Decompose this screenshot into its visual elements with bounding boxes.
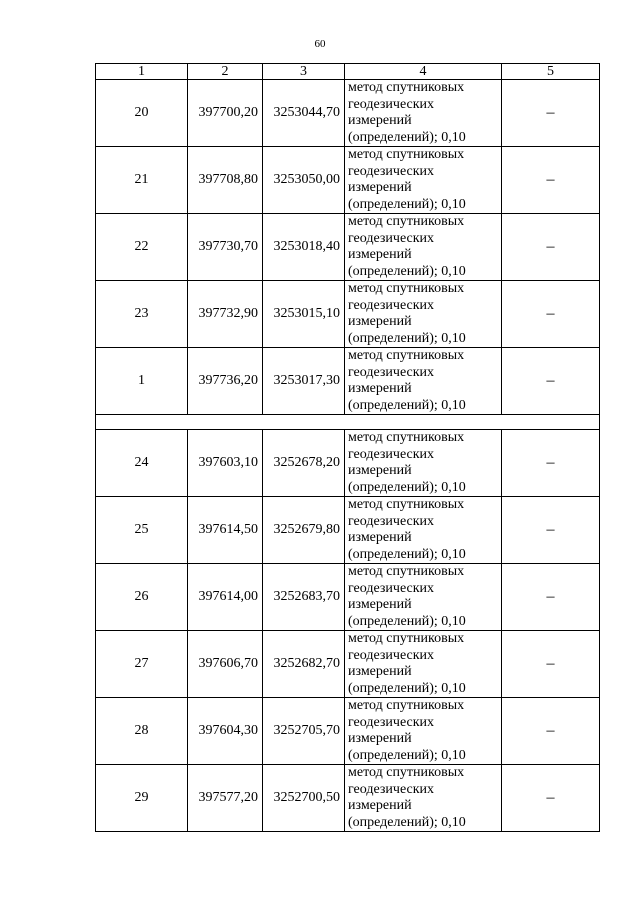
method-line: метод спутниковых: [348, 348, 465, 363]
point-number: 21: [96, 147, 188, 214]
note-cell: –: [502, 698, 600, 765]
y-coordinate: 3252700,50: [263, 765, 345, 832]
table-row: [96, 631, 600, 698]
column-header-5: 5: [502, 64, 600, 80]
y-coordinate: 3253015,10: [263, 281, 345, 348]
note-cell: –: [502, 348, 600, 415]
method-cell: [345, 631, 502, 698]
method-line: измерений: [348, 664, 412, 679]
method-line: (определений); 0,10: [348, 196, 466, 212]
coordinates-table: [95, 63, 600, 832]
method-line: (определений); 0,10: [348, 479, 466, 495]
note-cell: –: [502, 430, 600, 497]
method-line: измерений: [348, 113, 412, 128]
point-number: 22: [96, 214, 188, 281]
note-cell: –: [502, 497, 600, 564]
method-cell: [345, 80, 502, 147]
x-coordinate: 397606,70: [188, 631, 263, 698]
table-header-row: [96, 64, 600, 80]
method-line: (определений); 0,10: [348, 397, 466, 413]
y-coordinate: 3252678,20: [263, 430, 345, 497]
y-coordinate: 3253044,70: [263, 80, 345, 147]
note-cell: –: [502, 147, 600, 214]
y-coordinate: 3253017,30: [263, 348, 345, 415]
method-line: метод спутниковых: [348, 497, 465, 512]
column-header-3: 3: [263, 64, 345, 80]
method-line: (определений); 0,10: [348, 613, 466, 629]
method-line: метод спутниковых: [348, 564, 465, 579]
point-number: 1: [96, 348, 188, 415]
column-header-2: 2: [188, 64, 263, 80]
x-coordinate: 397577,20: [188, 765, 263, 832]
method-line: геодезических: [348, 163, 435, 179]
method-line: метод спутниковых: [348, 631, 465, 646]
method-line: измерений: [348, 530, 412, 545]
y-coordinate: 3253018,40: [263, 214, 345, 281]
x-coordinate: 397730,70: [188, 214, 263, 281]
method-line: (определений); 0,10: [348, 747, 466, 763]
method-line: геодезических: [348, 364, 435, 380]
column-header-4: 4: [345, 64, 502, 80]
method-cell: [345, 497, 502, 564]
method-line: метод спутниковых: [348, 430, 465, 445]
column-header-1: 1: [96, 64, 188, 80]
table-row: [96, 214, 600, 281]
y-coordinate: 3253050,00: [263, 147, 345, 214]
method-line: геодезических: [348, 781, 435, 797]
note-cell: –: [502, 765, 600, 832]
method-line: измерений: [348, 798, 412, 813]
table-row: [96, 430, 600, 497]
point-number: 23: [96, 281, 188, 348]
point-number: 28: [96, 698, 188, 765]
method-line: геодезических: [348, 513, 435, 529]
method-line: (определений); 0,10: [348, 263, 466, 279]
x-coordinate: 397708,80: [188, 147, 263, 214]
point-number: 25: [96, 497, 188, 564]
x-coordinate: 397700,20: [188, 80, 263, 147]
table-body: [96, 80, 600, 832]
table-row: [96, 497, 600, 564]
table-row: [96, 564, 600, 631]
method-line: геодезических: [348, 297, 435, 313]
method-line: геодезических: [348, 446, 435, 462]
method-line: (определений); 0,10: [348, 814, 466, 830]
x-coordinate: 397603,10: [188, 430, 263, 497]
point-number: 26: [96, 564, 188, 631]
table-row: [96, 147, 600, 214]
note-cell: –: [502, 80, 600, 147]
method-line: (определений); 0,10: [348, 680, 466, 696]
x-coordinate: 397614,00: [188, 564, 263, 631]
section-divider-cell: [96, 415, 600, 430]
method-line: (определений); 0,10: [348, 546, 466, 562]
method-line: измерений: [348, 314, 412, 329]
method-line: (определений); 0,10: [348, 330, 466, 346]
method-line: геодезических: [348, 230, 435, 246]
x-coordinate: 397732,90: [188, 281, 263, 348]
method-line: геодезических: [348, 580, 435, 596]
y-coordinate: 3252683,70: [263, 564, 345, 631]
point-number: 29: [96, 765, 188, 832]
method-cell: [345, 564, 502, 631]
method-line: измерений: [348, 247, 412, 262]
method-line: измерений: [348, 463, 412, 478]
x-coordinate: 397736,20: [188, 348, 263, 415]
page-number: 60: [314, 38, 326, 50]
method-line: (определений); 0,10: [348, 129, 466, 145]
method-line: геодезических: [348, 647, 435, 663]
method-line: метод спутниковых: [348, 214, 465, 229]
section-divider-row: [96, 415, 600, 430]
method-cell: [345, 765, 502, 832]
method-line: измерений: [348, 731, 412, 746]
table-row: [96, 348, 600, 415]
method-line: метод спутниковых: [348, 80, 465, 95]
note-cell: –: [502, 564, 600, 631]
method-line: геодезических: [348, 714, 435, 730]
note-cell: –: [502, 631, 600, 698]
method-cell: [345, 214, 502, 281]
method-cell: [345, 698, 502, 765]
table-row: [96, 765, 600, 832]
y-coordinate: 3252705,70: [263, 698, 345, 765]
method-cell: [345, 430, 502, 497]
note-cell: –: [502, 214, 600, 281]
x-coordinate: 397604,30: [188, 698, 263, 765]
table-row: [96, 698, 600, 765]
method-cell: [345, 147, 502, 214]
x-coordinate: 397614,50: [188, 497, 263, 564]
table-row: [96, 281, 600, 348]
method-line: метод спутниковых: [348, 281, 465, 296]
point-number: 24: [96, 430, 188, 497]
note-cell: –: [502, 281, 600, 348]
point-number: 27: [96, 631, 188, 698]
method-line: измерений: [348, 381, 412, 396]
y-coordinate: 3252679,80: [263, 497, 345, 564]
y-coordinate: 3252682,70: [263, 631, 345, 698]
method-line: метод спутниковых: [348, 147, 465, 162]
method-cell: [345, 348, 502, 415]
method-cell: [345, 281, 502, 348]
method-line: метод спутниковых: [348, 765, 465, 780]
method-line: измерений: [348, 180, 412, 195]
table-row: [96, 80, 600, 147]
method-line: измерений: [348, 597, 412, 612]
point-number: 20: [96, 80, 188, 147]
method-line: метод спутниковых: [348, 698, 465, 713]
method-line: геодезических: [348, 96, 435, 112]
